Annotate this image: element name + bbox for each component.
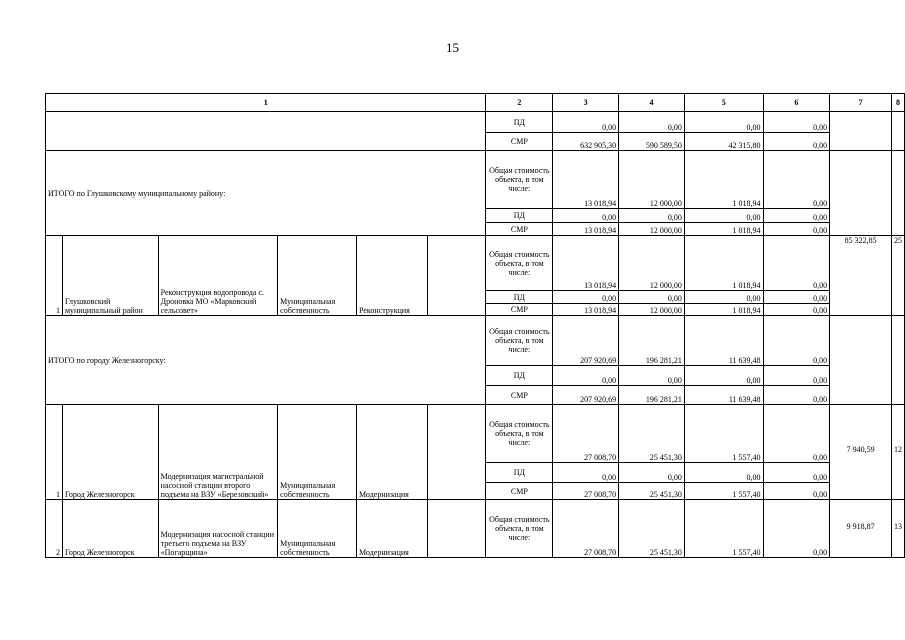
value-cell: 13 018,94 [553,223,619,236]
itogo-glushkovo-label: ИТОГО по Глушковскому муниципальному району: [46,151,486,236]
blank-cell [427,236,486,316]
type-pd: ПД [486,463,553,483]
value-cell: 0,00 [619,463,685,483]
value-cell: 0,00 [619,291,685,304]
header-col-6: 6 [763,94,830,112]
value-cell: 0,00 [763,366,830,386]
value-cell: 0,00 [619,209,685,223]
municipality-cell: Глушковский муниципальный район [62,236,158,316]
ownership-cell: Муниципальная собственность [278,405,357,500]
type-total: Общая стоимость объекта, в том числе: [486,405,553,463]
value-cell: 196 281,21 [619,386,685,405]
col7-cell [830,316,892,405]
value-cell: 12 000,00 [619,151,685,209]
header-col-5: 5 [684,94,763,112]
value-cell: 207 920,69 [553,316,619,366]
value-cell: 0,00 [684,366,763,386]
value-cell: 0,00 [763,316,830,366]
value-cell: 0,00 [763,500,830,558]
header-col-1: 1 [46,94,486,112]
type-total: Общая стоимость объекта, в том числе: [486,316,553,366]
value-cell: 25 451,30 [619,500,685,558]
col7-cell [830,151,892,236]
work-type-cell: Модернизация [357,405,428,500]
value-cell: 12 000,00 [619,304,685,316]
row-number: 1 [46,236,63,316]
object-name-cell: Реконструкция водопровода с. Дроновка МО «Марковский сельсовет» [158,236,278,316]
value-cell: 11 639,48 [684,386,763,405]
row-number: 2 [46,500,63,558]
value-cell: 0,00 [763,236,830,291]
blank-cell [427,500,486,558]
value-cell: 12 000,00 [619,236,685,291]
work-type-cell: Реконструкция [357,236,428,316]
table-row [46,236,905,291]
col8-cell [892,316,905,405]
value-cell: 207 920,69 [553,386,619,405]
value-cell: 196 281,21 [619,316,685,366]
value-cell: 13 018,94 [553,236,619,291]
work-type-cell: Модернизация [357,500,428,558]
value-cell: 13 018,94 [553,151,619,209]
value-cell: 0,00 [684,209,763,223]
object-name-cell: Модернизация насосной станции третьего подъема на ВЗУ «Погарщина» [158,500,278,558]
table-row [46,316,905,366]
col8-value: 13 [892,500,905,558]
value-cell: 0,00 [684,463,763,483]
value-cell: 0,00 [553,366,619,386]
header-col-2: 2 [486,94,553,112]
row-number: 1 [46,405,63,500]
blank-cell [46,112,486,151]
ownership-cell: Муниципальная собственность [278,236,357,316]
type-pd: ПД [486,112,553,133]
value-cell: 25 451,30 [619,405,685,463]
value-cell: 0,00 [684,112,763,133]
value-cell: 1 557,40 [684,405,763,463]
header-col-3: 3 [553,94,619,112]
value-cell: 0,00 [553,291,619,304]
value-cell: 0,00 [763,405,830,463]
object-name-cell: Модернизация магистральной насосной станции второго подъема на ВЗУ «Березовский» [158,405,278,500]
value-cell: 1 018,94 [684,304,763,316]
value-cell: 0,00 [763,304,830,316]
value-cell: 0,00 [763,386,830,405]
value-cell: 27 008,70 [553,405,619,463]
type-smr: СМР [486,304,553,316]
type-smr: СМР [486,386,553,405]
value-cell: 27 008,70 [553,500,619,558]
table-row [46,151,905,209]
value-cell: 0,00 [684,291,763,304]
header-col-4: 4 [619,94,685,112]
value-cell: 0,00 [763,209,830,223]
value-cell: 42 315,80 [684,133,763,151]
type-pd: ПД [486,366,553,386]
col7-cell [830,112,892,151]
type-pd: ПД [486,209,553,223]
header-col-7: 7 [830,94,892,112]
value-cell: 1 557,40 [684,483,763,500]
header-row [46,94,905,112]
municipality-cell: Город Железногорск [62,500,158,558]
table-row [46,500,905,558]
value-cell: 11 639,48 [684,316,763,366]
value-cell: 590 589,50 [619,133,685,151]
type-total: Общая стоимость объекта, в том числе: [486,500,553,558]
value-cell: 0,00 [763,463,830,483]
col7-value: 9 918,87 [830,500,892,558]
col8-cell [892,151,905,236]
value-cell: 0,00 [619,366,685,386]
value-cell: 1 557,40 [684,500,763,558]
value-cell: 1 018,94 [684,236,763,291]
col8-value: 25 [892,236,905,316]
value-cell: 0,00 [763,151,830,209]
municipality-cell: Город Железногорск [62,405,158,500]
page-number: 15 [446,40,459,55]
col8-cell [892,112,905,151]
table-row [46,405,905,463]
type-total: Общая стоимость объекта, в том числе: [486,151,553,209]
ownership-cell: Муниципальная собственность [278,500,357,558]
value-cell: 0,00 [763,112,830,133]
value-cell: 13 018,94 [553,304,619,316]
value-cell: 0,00 [763,223,830,236]
type-smr: СМР [486,133,553,151]
value-cell: 27 008,70 [553,483,619,500]
value-cell: 0,00 [763,483,830,500]
value-cell: 0,00 [553,209,619,223]
itogo-zhelez-label: ИТОГО по городу Железногорску: [46,316,486,405]
col7-value: 85 322,85 [830,236,892,316]
table-row [46,112,905,133]
type-pd: ПД [486,291,553,304]
col7-value: 7 940,59 [830,405,892,500]
value-cell: 632 905,30 [553,133,619,151]
type-total: Общая стоимость объекта, в том числе: [486,236,553,291]
value-cell: 25 451,30 [619,483,685,500]
value-cell: 0,00 [553,463,619,483]
blank-cell [427,405,486,500]
value-cell: 0,00 [619,112,685,133]
type-smr: СМР [486,223,553,236]
value-cell: 0,00 [553,112,619,133]
value-cell: 0,00 [763,133,830,151]
header-col-8: 8 [892,94,905,112]
investment-table [45,93,905,558]
value-cell: 1 018,94 [684,223,763,236]
col8-value: 12 [892,405,905,500]
type-smr: СМР [486,483,553,500]
value-cell: 12 000,00 [619,223,685,236]
value-cell: 0,00 [763,291,830,304]
value-cell: 1 018,94 [684,151,763,209]
